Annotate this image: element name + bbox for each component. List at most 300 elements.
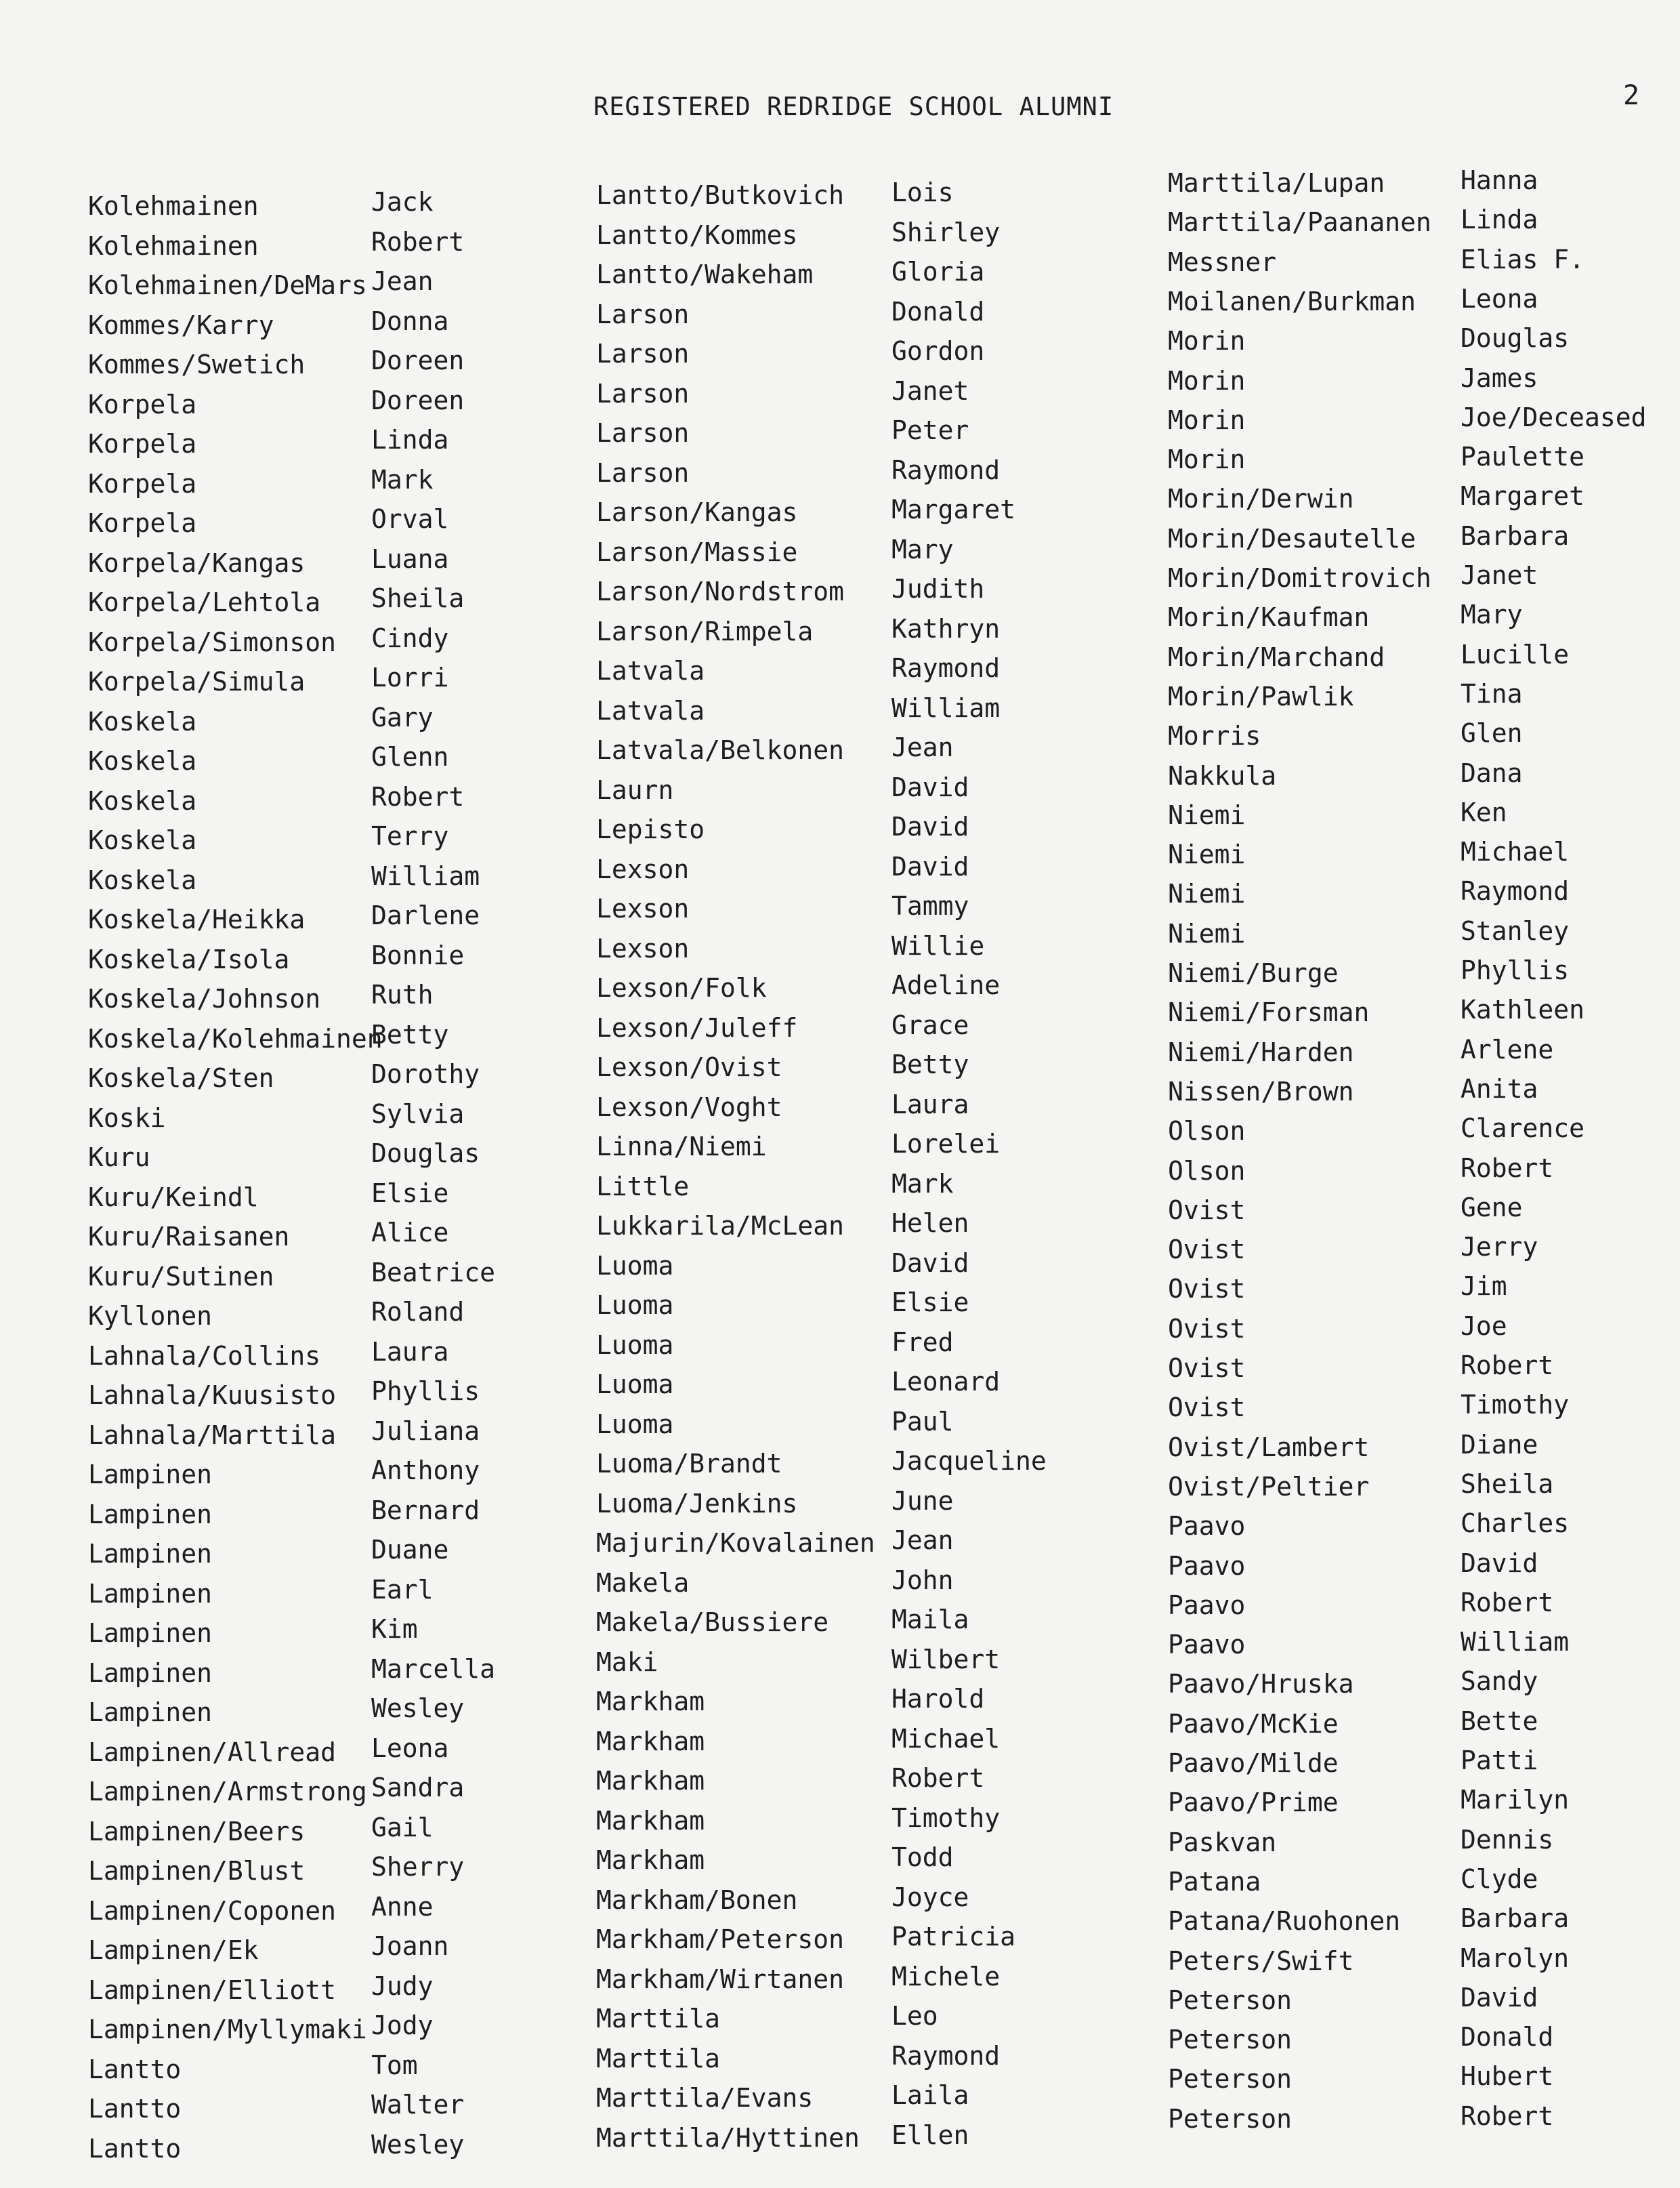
alumni-surname: Paavo/Milde bbox=[1168, 1748, 1339, 1778]
alumni-surname: Paavo bbox=[1168, 1550, 1246, 1581]
alumni-first-name: Grace bbox=[891, 1010, 969, 1040]
alumni-surname: Luoma bbox=[596, 1369, 674, 1399]
alumni-first-name: Clyde bbox=[1461, 1863, 1538, 1894]
alumni-surname: Little bbox=[596, 1171, 690, 1201]
alumni-surname: Marttila/Hyttinen bbox=[596, 2122, 860, 2153]
alumni-first-name: Robert bbox=[1461, 1153, 1554, 1183]
alumni-first-name: Elsie bbox=[891, 1287, 969, 1317]
alumni-first-name: Donna bbox=[371, 306, 449, 336]
alumni-surname: Kolehmainen/DeMars bbox=[88, 270, 367, 300]
alumni-surname: Latvala/Belkonen bbox=[596, 735, 845, 765]
alumni-first-name: Jack bbox=[371, 187, 434, 217]
alumni-surname: Korpela/Lehtola bbox=[88, 587, 321, 617]
alumni-surname: Ovist bbox=[1168, 1195, 1246, 1225]
alumni-first-name: Jacqueline bbox=[891, 1446, 1047, 1476]
alumni-surname: Peterson bbox=[1168, 1985, 1293, 2015]
alumni-first-name: Anita bbox=[1461, 1073, 1538, 1104]
alumni-surname: Lexson/Folk bbox=[596, 973, 767, 1003]
alumni-surname: Latvala bbox=[596, 695, 705, 726]
alumni-surname: Lampinen/Ek bbox=[88, 1935, 259, 1965]
alumni-surname: Larson bbox=[596, 339, 690, 369]
alumni-surname: Makela bbox=[596, 1567, 690, 1598]
alumni-surname: Lantto bbox=[88, 2133, 182, 2164]
alumni-surname: Laurn bbox=[596, 775, 674, 805]
alumni-surname: Markham/Peterson bbox=[596, 1924, 845, 1954]
alumni-first-name: Beatrice bbox=[371, 1257, 496, 1287]
alumni-first-name: Orval bbox=[371, 504, 449, 534]
alumni-first-name: Judith bbox=[891, 574, 985, 604]
alumni-first-name: Laura bbox=[891, 1089, 969, 1119]
alumni-surname: Larson/Nordstrom bbox=[596, 577, 845, 606]
alumni-first-name: Joann bbox=[371, 1931, 449, 1961]
alumni-first-name: Raymond bbox=[891, 653, 1001, 683]
alumni-surname: Lexson/Juleff bbox=[596, 1012, 798, 1043]
alumni-first-name: Robert bbox=[1461, 2101, 1554, 2131]
alumni-first-name: Sandy bbox=[1461, 1666, 1538, 1697]
alumni-first-name: Timothy bbox=[891, 1802, 1001, 1833]
alumni-first-name: Lois bbox=[891, 178, 954, 207]
alumni-surname: Luoma bbox=[596, 1329, 674, 1360]
alumni-first-name: Harold bbox=[891, 1684, 985, 1714]
alumni-surname: Kolehmainen bbox=[88, 230, 259, 261]
alumni-surname: Lepisto bbox=[596, 814, 705, 844]
alumni-surname: Niemi bbox=[1168, 879, 1246, 909]
alumni-first-name: Willie bbox=[891, 930, 985, 961]
alumni-surname: Morin/Pawlik bbox=[1168, 681, 1354, 711]
alumni-surname: Peterson bbox=[1168, 2064, 1293, 2094]
alumni-first-name: Phyllis bbox=[1461, 955, 1570, 985]
alumni-first-name: Robert bbox=[891, 1763, 985, 1793]
alumni-first-name: June bbox=[891, 1485, 954, 1516]
alumni-first-name: David bbox=[891, 812, 969, 842]
alumni-surname: Lahnala/Marttila bbox=[88, 1420, 337, 1450]
alumni-first-name: Mark bbox=[371, 464, 434, 495]
alumni-surname: Korpela bbox=[88, 468, 197, 499]
alumni-surname: Lampinen bbox=[88, 1578, 213, 1609]
alumni-first-name: Bonnie bbox=[371, 940, 465, 970]
alumni-surname: Koski bbox=[88, 1102, 166, 1133]
alumni-surname: Markham bbox=[596, 1845, 705, 1875]
alumni-surname: Lampinen bbox=[88, 1460, 213, 1489]
alumni-first-name: Wilbert bbox=[891, 1644, 1001, 1674]
alumni-surname: Morris bbox=[1168, 721, 1261, 751]
alumni-first-name: Gene bbox=[1461, 1192, 1523, 1222]
alumni-first-name: Ken bbox=[1461, 797, 1507, 827]
alumni-surname: Koskela bbox=[88, 706, 197, 737]
alumni-first-name: Betty bbox=[371, 1019, 449, 1050]
alumni-first-name: Margaret bbox=[891, 495, 1016, 524]
alumni-surname: Lantto/Wakeham bbox=[596, 260, 814, 289]
alumni-first-name: William bbox=[371, 861, 480, 891]
alumni-surname: Koskela/Johnson bbox=[88, 984, 321, 1014]
alumni-first-name: Gail bbox=[371, 1812, 434, 1842]
alumni-surname: Maki bbox=[596, 1647, 658, 1677]
alumni-surname: Nakkula bbox=[1168, 760, 1277, 791]
alumni-surname: Kuru bbox=[88, 1142, 150, 1172]
alumni-surname: Paavo bbox=[1168, 1511, 1246, 1542]
alumni-first-name: Bernard bbox=[371, 1495, 480, 1525]
page-number: 2 bbox=[1623, 80, 1640, 111]
alumni-surname: Morin bbox=[1168, 405, 1246, 435]
alumni-surname: Lahnala/Collins bbox=[88, 1340, 321, 1371]
alumni-surname: Lantto/Kommes bbox=[596, 220, 798, 250]
alumni-surname: Koskela/Isola bbox=[88, 944, 290, 974]
alumni-first-name: Bette bbox=[1461, 1706, 1538, 1736]
alumni-first-name: Sheila bbox=[1461, 1468, 1554, 1499]
alumni-first-name: Hanna bbox=[1461, 165, 1538, 195]
alumni-surname: Latvala bbox=[596, 656, 705, 686]
alumni-first-name: Marolyn bbox=[1461, 1943, 1570, 1973]
alumni-surname: Ovist/Lambert bbox=[1168, 1432, 1370, 1462]
alumni-surname: Lantto bbox=[88, 2094, 182, 2124]
alumni-first-name: Dorothy bbox=[371, 1059, 480, 1089]
alumni-surname: Marttila/Evans bbox=[596, 2083, 814, 2113]
alumni-first-name: Elias F. bbox=[1461, 244, 1585, 274]
alumni-first-name: Sandra bbox=[371, 1773, 465, 1802]
alumni-surname: Luoma/Brandt bbox=[596, 1449, 782, 1479]
alumni-surname: Larson/Rimpela bbox=[596, 616, 814, 646]
alumni-surname: Peterson bbox=[1168, 2025, 1293, 2055]
alumni-first-name: Doreen bbox=[371, 346, 465, 375]
alumni-surname: Koskela/Sten bbox=[88, 1063, 274, 1093]
alumni-first-name: Lucille bbox=[1461, 639, 1570, 669]
alumni-first-name: Tom bbox=[371, 2050, 418, 2080]
alumni-surname: Niemi bbox=[1168, 840, 1246, 870]
alumni-surname: Ovist bbox=[1168, 1353, 1246, 1383]
alumni-first-name: David bbox=[1461, 1982, 1538, 2012]
alumni-surname: Koskela bbox=[88, 865, 197, 895]
alumni-first-name: David bbox=[891, 1247, 969, 1278]
alumni-first-name: Leonard bbox=[891, 1367, 1001, 1397]
alumni-surname: Lahnala/Kuusisto bbox=[88, 1380, 337, 1410]
alumni-surname: Makela/Bussiere bbox=[596, 1607, 829, 1637]
alumni-first-name: Darlene bbox=[371, 901, 480, 930]
alumni-first-name: David bbox=[1461, 1548, 1538, 1578]
alumni-first-name: Gloria bbox=[891, 257, 985, 287]
alumni-surname: Morin bbox=[1168, 445, 1246, 475]
alumni-first-name: Michele bbox=[891, 1961, 1001, 1991]
alumni-first-name: Raymond bbox=[1461, 876, 1570, 907]
alumni-surname: Marttila/Lupan bbox=[1168, 168, 1385, 198]
alumni-surname: Kuru/Raisanen bbox=[88, 1222, 290, 1252]
alumni-surname: Korpela/Kangas bbox=[88, 548, 306, 578]
alumni-surname: Moilanen/Burkman bbox=[1168, 286, 1416, 316]
alumni-first-name: Patricia bbox=[891, 1922, 1016, 1952]
alumni-surname: Ovist/Peltier bbox=[1168, 1471, 1370, 1502]
alumni-first-name: Juliana bbox=[371, 1416, 480, 1446]
alumni-surname: Larson bbox=[596, 378, 690, 409]
alumni-surname: Lantto bbox=[88, 2054, 182, 2084]
alumni-first-name: Helen bbox=[891, 1208, 969, 1238]
alumni-surname: Niemi/Forsman bbox=[1168, 997, 1370, 1028]
alumni-first-name: Lorri bbox=[371, 663, 449, 693]
alumni-surname: Lampinen bbox=[88, 1499, 213, 1529]
alumni-surname: Olson bbox=[1168, 1116, 1246, 1147]
alumni-first-name: Paul bbox=[891, 1406, 954, 1437]
alumni-surname: Kyllonen bbox=[88, 1301, 213, 1331]
alumni-first-name: Peter bbox=[891, 415, 969, 445]
alumni-surname: Lampinen bbox=[88, 1657, 213, 1688]
alumni-first-name: Ellen bbox=[891, 2120, 969, 2150]
alumni-first-name: Janet bbox=[1461, 560, 1538, 590]
alumni-surname: Morin bbox=[1168, 365, 1246, 396]
alumni-first-name: Douglas bbox=[1461, 323, 1570, 354]
alumni-surname: Ovist bbox=[1168, 1274, 1246, 1304]
alumni-first-name: Joyce bbox=[891, 1882, 969, 1912]
alumni-first-name: Doreen bbox=[371, 385, 465, 415]
alumni-first-name: David bbox=[891, 772, 969, 802]
alumni-first-name: Mary bbox=[1461, 600, 1523, 630]
alumni-first-name: Jean bbox=[891, 732, 954, 762]
alumni-first-name: Sherry bbox=[371, 1852, 465, 1882]
alumni-surname: Lexson bbox=[596, 894, 690, 924]
alumni-surname: Olson bbox=[1168, 1155, 1246, 1186]
alumni-first-name: Diane bbox=[1461, 1429, 1538, 1460]
alumni-surname: Morin/Marchand bbox=[1168, 642, 1385, 672]
alumni-surname: Lampinen/Allread bbox=[88, 1737, 337, 1767]
alumni-surname: Peters/Swift bbox=[1168, 1945, 1354, 1976]
alumni-surname: Nissen/Brown bbox=[1168, 1076, 1354, 1107]
alumni-surname: Koskela bbox=[88, 785, 197, 816]
alumni-first-name: Fred bbox=[891, 1327, 954, 1357]
alumni-surname: Paavo/Prime bbox=[1168, 1788, 1339, 1818]
alumni-surname: Korpela/Simula bbox=[88, 667, 306, 697]
page-title: REGISTERED REDRIDGE SCHOOL ALUMNI bbox=[593, 92, 1114, 121]
alumni-first-name: Hubert bbox=[1461, 2061, 1554, 2092]
alumni-surname: Niemi bbox=[1168, 800, 1246, 830]
alumni-first-name: Glen bbox=[1461, 718, 1523, 749]
alumni-surname: Lampinen bbox=[88, 1618, 213, 1648]
alumni-first-name: Laila bbox=[891, 2080, 969, 2110]
alumni-surname: Kuru/Sutinen bbox=[88, 1261, 274, 1292]
alumni-surname: Lampinen bbox=[88, 1697, 213, 1727]
alumni-first-name: Timothy bbox=[1461, 1390, 1570, 1420]
alumni-first-name: Betty bbox=[891, 1050, 969, 1079]
alumni-first-name: Anthony bbox=[371, 1456, 480, 1485]
alumni-first-name: Linda bbox=[371, 425, 449, 455]
alumni-surname: Korpela/Simonson bbox=[88, 627, 337, 657]
alumni-first-name: Mark bbox=[891, 1168, 954, 1199]
alumni-first-name: Roland bbox=[371, 1297, 465, 1327]
alumni-surname: Markham/Bonen bbox=[596, 1884, 798, 1915]
alumni-first-name: Jerry bbox=[1461, 1232, 1538, 1262]
alumni-first-name: Phyllis bbox=[371, 1376, 480, 1406]
alumni-first-name: Mary bbox=[891, 534, 954, 564]
alumni-surname: Larson bbox=[596, 299, 690, 329]
alumni-first-name: Tammy bbox=[891, 891, 969, 921]
alumni-first-name: Robert bbox=[1461, 1350, 1554, 1380]
alumni-first-name: Patti bbox=[1461, 1746, 1538, 1775]
alumni-first-name: William bbox=[891, 693, 1001, 723]
alumni-first-name: David bbox=[891, 851, 969, 882]
alumni-first-name: Duane bbox=[371, 1535, 449, 1565]
alumni-surname: Larson/Kangas bbox=[596, 497, 798, 527]
alumni-surname: Marttila/Paananen bbox=[1168, 207, 1431, 238]
alumni-surname: Niemi/Burge bbox=[1168, 958, 1339, 988]
alumni-first-name: Kathleen bbox=[1461, 995, 1585, 1025]
alumni-surname: Kommes/Swetich bbox=[88, 350, 306, 379]
alumni-first-name: Leona bbox=[371, 1733, 449, 1763]
alumni-first-name: Gary bbox=[371, 702, 434, 732]
alumni-surname: Korpela bbox=[88, 389, 197, 419]
alumni-surname: Morin/Desautelle bbox=[1168, 523, 1416, 554]
alumni-surname: Lampinen/Coponen bbox=[88, 1895, 337, 1926]
alumni-first-name: James bbox=[1461, 363, 1538, 393]
alumni-surname: Larson bbox=[596, 418, 690, 448]
alumni-first-name: Laura bbox=[371, 1336, 449, 1367]
alumni-first-name: Janet bbox=[891, 375, 969, 406]
alumni-first-name: Douglas bbox=[371, 1138, 480, 1168]
alumni-first-name: Leo bbox=[891, 2001, 938, 2031]
alumni-first-name: Joe bbox=[1461, 1310, 1507, 1341]
alumni-first-name: Sylvia bbox=[371, 1098, 465, 1129]
alumni-surname: Kommes/Karry bbox=[88, 310, 274, 340]
alumni-first-name: Paulette bbox=[1461, 442, 1585, 472]
alumni-first-name: Luana bbox=[371, 543, 449, 574]
alumni-first-name: Kathryn bbox=[891, 613, 1001, 644]
alumni-surname: Niemi bbox=[1168, 918, 1246, 949]
alumni-surname: Lexson bbox=[596, 933, 690, 964]
alumni-surname: Ovist bbox=[1168, 1313, 1246, 1344]
alumni-surname: Luoma/Jenkins bbox=[596, 1488, 798, 1519]
alumni-first-name: Raymond bbox=[891, 2040, 1001, 2071]
alumni-first-name: Elsie bbox=[371, 1178, 449, 1208]
alumni-surname: Linna/Niemi bbox=[596, 1132, 767, 1161]
alumni-surname: Paavo/Hruska bbox=[1168, 1669, 1354, 1699]
alumni-surname: Markham bbox=[596, 1726, 705, 1756]
alumni-first-name: Barbara bbox=[1461, 1903, 1570, 1934]
alumni-first-name: John bbox=[891, 1565, 954, 1595]
alumni-first-name: Joe/Deceased bbox=[1461, 402, 1647, 432]
alumni-surname: Morin/Derwin bbox=[1168, 484, 1354, 514]
alumni-first-name: Charles bbox=[1461, 1508, 1570, 1539]
alumni-surname: Morin/Domitrovich bbox=[1168, 563, 1431, 593]
alumni-first-name: Ruth bbox=[371, 980, 434, 1010]
alumni-surname: Peterson bbox=[1168, 2103, 1293, 2134]
alumni-first-name: Lorelei bbox=[891, 1129, 1001, 1159]
alumni-surname: Niemi/Harden bbox=[1168, 1037, 1354, 1067]
alumni-first-name: Raymond bbox=[891, 455, 1001, 485]
alumni-first-name: Jean bbox=[891, 1525, 954, 1555]
alumni-surname: Marttila bbox=[596, 2004, 721, 2034]
alumni-surname: Kuru/Keindl bbox=[88, 1182, 259, 1212]
alumni-surname: Lampinen/Myllymaki bbox=[88, 2015, 367, 2044]
alumni-first-name: Kim bbox=[371, 1614, 418, 1644]
alumni-surname: Koskela/Kolehmainen bbox=[88, 1023, 383, 1054]
alumni-first-name: Glenn bbox=[371, 742, 449, 772]
alumni-first-name: Arlene bbox=[1461, 1034, 1554, 1065]
alumni-first-name: Robert bbox=[371, 226, 465, 257]
alumni-first-name: Wesley bbox=[371, 2129, 465, 2160]
alumni-surname: Majurin/Kovalainen bbox=[596, 1528, 875, 1558]
alumni-surname: Lexson bbox=[596, 854, 690, 884]
alumni-surname: Markham bbox=[596, 1805, 705, 1836]
alumni-surname: Markham/Wirtanen bbox=[596, 1964, 845, 1994]
alumni-surname: Lexson/Voght bbox=[596, 1092, 782, 1122]
alumni-first-name: Tina bbox=[1461, 678, 1523, 709]
alumni-first-name: Alice bbox=[371, 1218, 449, 1247]
alumni-first-name: Anne bbox=[371, 1891, 434, 1922]
alumni-first-name: Dennis bbox=[1461, 1824, 1554, 1855]
alumni-first-name: Jim bbox=[1461, 1271, 1507, 1302]
alumni-surname: Paavo/McKie bbox=[1168, 1708, 1339, 1739]
alumni-first-name: Todd bbox=[891, 1842, 954, 1872]
alumni-surname: Marttila bbox=[596, 2043, 721, 2073]
alumni-surname: Patana/Ruohonen bbox=[1168, 1906, 1401, 1937]
alumni-surname: Luoma bbox=[596, 1250, 674, 1281]
alumni-first-name: Linda bbox=[1461, 205, 1538, 235]
alumni-surname: Kolehmainen bbox=[88, 191, 259, 221]
alumni-first-name: Terry bbox=[371, 821, 449, 851]
alumni-surname: Lampinen/Beers bbox=[88, 1816, 306, 1846]
alumni-first-name: Earl bbox=[371, 1574, 434, 1605]
alumni-surname: Koskela/Heikka bbox=[88, 905, 306, 934]
alumni-first-name: Cindy bbox=[371, 623, 449, 653]
alumni-surname: Lampinen/Blust bbox=[88, 1856, 306, 1886]
alumni-surname: Ovist bbox=[1168, 1235, 1246, 1265]
alumni-surname: Messner bbox=[1168, 247, 1277, 277]
alumni-surname: Korpela bbox=[88, 429, 197, 459]
alumni-first-name: Michael bbox=[891, 1723, 1001, 1754]
alumni-first-name: Sheila bbox=[371, 583, 465, 613]
alumni-first-name: Maila bbox=[891, 1605, 969, 1634]
alumni-first-name: Marilyn bbox=[1461, 1785, 1570, 1815]
alumni-first-name: Donald bbox=[891, 296, 985, 327]
alumni-first-name: Barbara bbox=[1461, 520, 1570, 551]
alumni-first-name: Dana bbox=[1461, 758, 1523, 788]
alumni-surname: Morin/Kaufman bbox=[1168, 602, 1370, 633]
alumni-surname: Larson/Massie bbox=[596, 537, 798, 567]
alumni-surname: Luoma bbox=[596, 1290, 674, 1320]
alumni-surname: Paskvan bbox=[1168, 1827, 1277, 1857]
alumni-first-name: Marcella bbox=[371, 1653, 496, 1684]
alumni-surname: Ovist bbox=[1168, 1392, 1246, 1423]
alumni-first-name: William bbox=[1461, 1627, 1570, 1657]
alumni-first-name: Jody bbox=[371, 2010, 434, 2040]
alumni-surname: Lampinen/Armstrong bbox=[88, 1777, 367, 1807]
alumni-first-name: Stanley bbox=[1461, 915, 1570, 946]
alumni-surname: Markham bbox=[596, 1766, 705, 1796]
alumni-surname: Lantto/Butkovich bbox=[596, 180, 845, 210]
alumni-first-name: Walter bbox=[371, 2090, 465, 2120]
alumni-first-name: Margaret bbox=[1461, 481, 1585, 512]
alumni-first-name: Donald bbox=[1461, 2022, 1554, 2052]
alumni-surname: Lampinen/Elliott bbox=[88, 1975, 337, 2005]
alumni-surname: Morin bbox=[1168, 326, 1246, 356]
alumni-surname: Koskela bbox=[88, 825, 197, 855]
alumni-first-name: Judy bbox=[371, 1970, 434, 2001]
alumni-surname: Lexson/Ovist bbox=[596, 1052, 782, 1082]
alumni-first-name: Robert bbox=[1461, 1587, 1554, 1617]
alumni-first-name: Jean bbox=[371, 266, 434, 296]
alumni-surname: Paavo bbox=[1168, 1630, 1246, 1660]
alumni-surname: Patana bbox=[1168, 1866, 1261, 1897]
alumni-surname: Lukkarila/McLean bbox=[596, 1211, 845, 1241]
alumni-first-name: Michael bbox=[1461, 837, 1570, 867]
alumni-surname: Luoma bbox=[596, 1409, 674, 1439]
alumni-first-name: Adeline bbox=[891, 970, 1001, 1000]
alumni-surname: Markham bbox=[596, 1687, 705, 1716]
alumni-first-name: Wesley bbox=[371, 1693, 465, 1723]
alumni-first-name: Robert bbox=[371, 781, 465, 812]
alumni-surname: Larson bbox=[596, 457, 690, 488]
alumni-surname: Koskela bbox=[88, 746, 197, 776]
alumni-surname: Korpela bbox=[88, 508, 197, 538]
alumni-first-name: Gordon bbox=[891, 336, 985, 366]
alumni-first-name: Leona bbox=[1461, 283, 1538, 314]
alumni-surname: Paavo bbox=[1168, 1590, 1246, 1620]
alumni-first-name: Shirley bbox=[891, 217, 1001, 247]
